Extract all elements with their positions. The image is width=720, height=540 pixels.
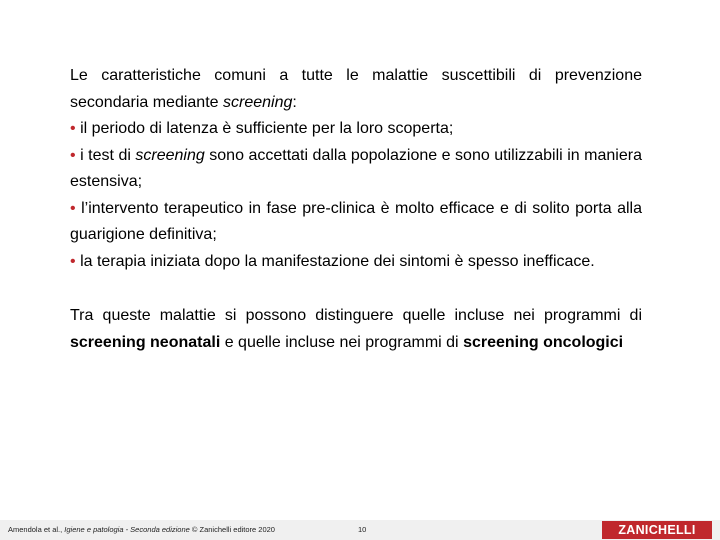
characteristics-paragraph (70, 63, 642, 275)
intro-line: Le caratteristiche comuni a tutte le malattie suscettibili di prevenzione secondaria mediante screening: (70, 67, 642, 111)
zanichelli-logo: ZANICHELLI (602, 521, 712, 539)
bullet-item-4: • la terapia iniziata dopo la manifestazione dei sintomi è spesso inefficace. (70, 252, 595, 270)
bullet-item-2: • i test di screening sono accettati dalla popolazione e sono utilizzabili in maniera estensiva; (70, 146, 642, 190)
neonatal-screening-term: screening neonatali (70, 333, 221, 351)
page-number: 10 (358, 525, 367, 534)
bullet-dot-icon: • (70, 199, 76, 217)
programs-paragraph: Tra queste malattie si possono distinguere quelle incluse nei programmi di screening neonatali e quelle incluse nei programmi di screening oncologici (70, 307, 642, 351)
screening-term: screening (135, 146, 205, 164)
slide-body (70, 63, 642, 356)
oncological-screening-term: screening oncologici (463, 333, 624, 351)
footer-citation: Amendola et al., Igiene e patologia - Seconda edizione © Zanichelli editore 2020 (8, 525, 275, 534)
bullet-dot-icon: • (70, 146, 76, 164)
bullet-dot-icon: • (70, 252, 76, 270)
bullet-item-1: • il periodo di latenza è sufficiente per la loro scoperta; (70, 120, 454, 137)
bullet-dot-icon: • (70, 120, 76, 137)
bullet-item-3: • l’intervento terapeutico in fase pre-clinica è molto efficace e di solito porta alla guarigione definitiva; (70, 199, 642, 243)
screening-term: screening (222, 93, 293, 111)
